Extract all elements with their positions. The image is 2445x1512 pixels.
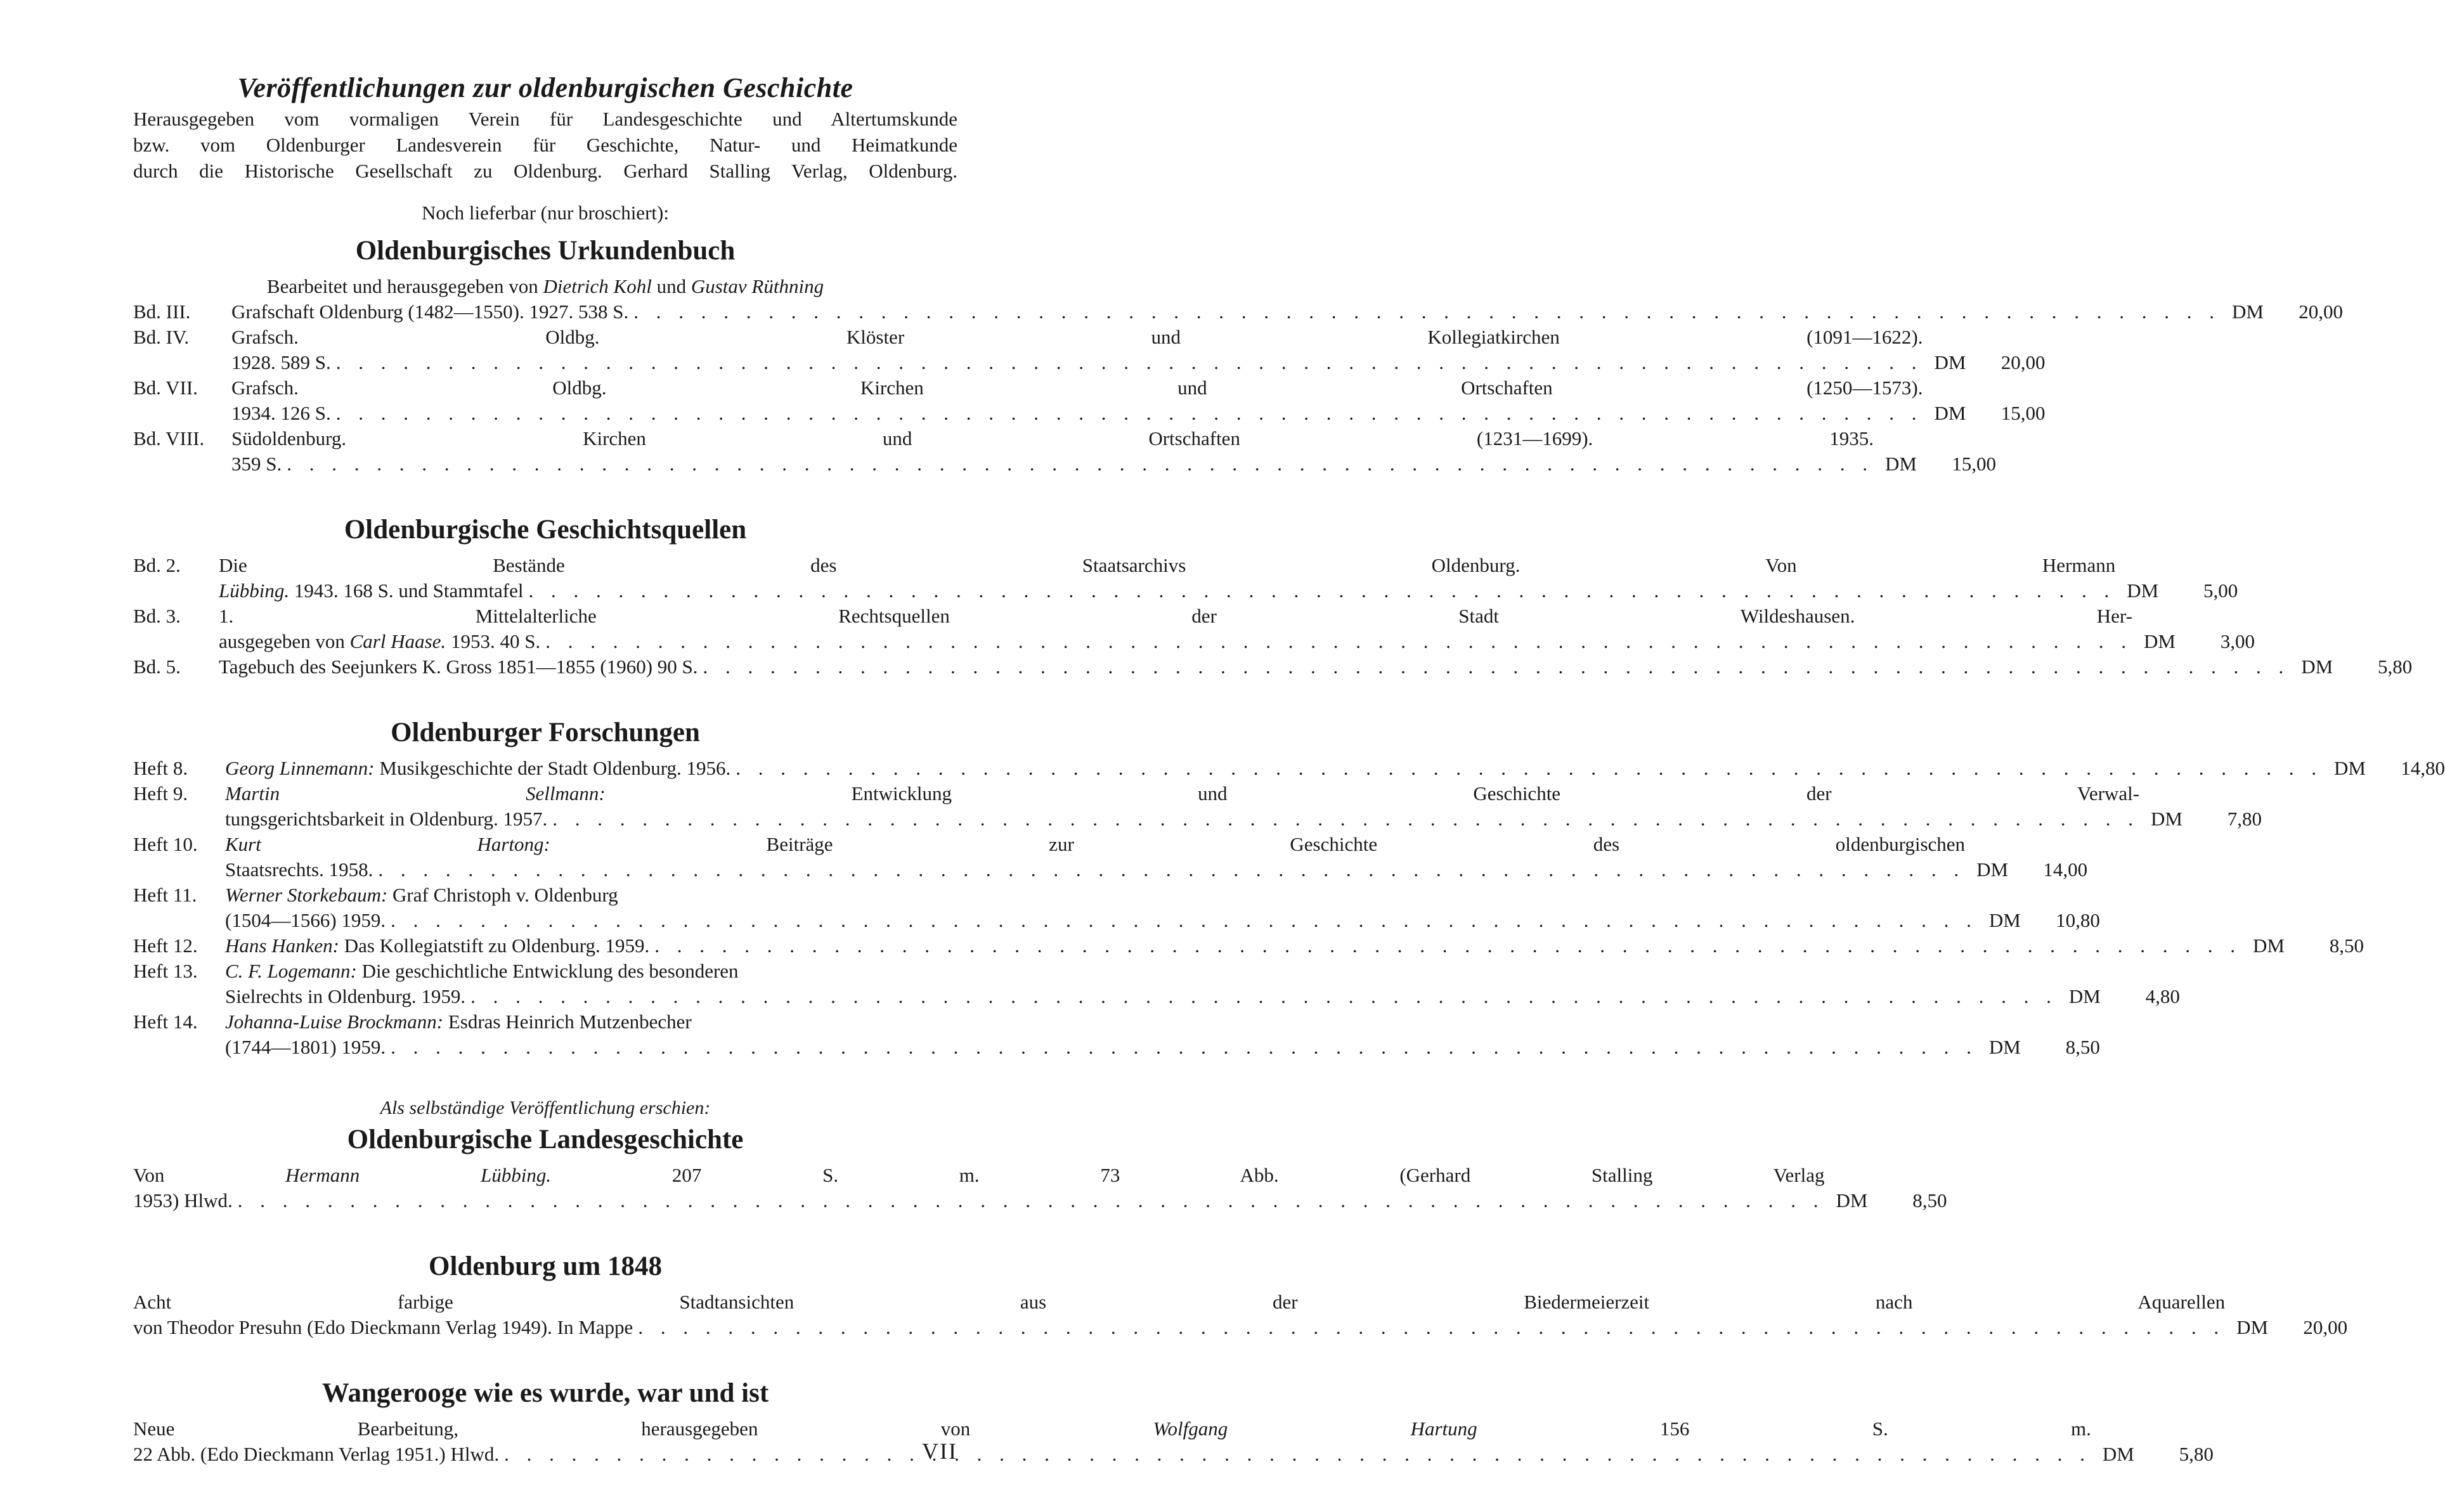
price-currency: DM bbox=[2068, 985, 2101, 1007]
entry-title-cont: 1934. 126 S. bbox=[231, 402, 331, 424]
series-description bbox=[133, 106, 957, 184]
entry-title-cont bbox=[219, 578, 524, 604]
dot-leader bbox=[465, 984, 2058, 1009]
heft-number: Heft 14. bbox=[133, 1011, 198, 1033]
dot-leader bbox=[524, 578, 2116, 604]
volume-number: Bd. IV. bbox=[133, 326, 190, 348]
page-number: VII bbox=[922, 1438, 957, 1464]
price-amount: 20,00 bbox=[2299, 300, 2343, 323]
price bbox=[2115, 578, 2238, 604]
price-amount: 3,00 bbox=[2220, 630, 2255, 652]
list-item bbox=[133, 1289, 2348, 1340]
dot-leader bbox=[649, 933, 2241, 959]
price bbox=[1965, 857, 2087, 882]
price-currency: DM bbox=[2236, 1316, 2269, 1338]
entry-text: Beiträge zur Geschichte des oldenburgischen bbox=[550, 833, 1966, 855]
entry-title bbox=[225, 756, 730, 781]
price-currency: DM bbox=[1988, 909, 2021, 931]
entry-title-cont: 1953) Hlwd. bbox=[133, 1189, 233, 1212]
entry-text: Musikgeschichte der Stadt Oldenburg. 1956. bbox=[374, 757, 731, 779]
price-currency: DM bbox=[1988, 1036, 2021, 1058]
list-item bbox=[133, 299, 2343, 325]
entry-title bbox=[225, 882, 2100, 908]
price-currency: DM bbox=[2231, 300, 2264, 323]
volume-number: Bd. III. bbox=[133, 300, 191, 323]
price bbox=[1824, 1188, 1947, 1213]
entry-title: 1. Mittelalterliche Rechtsquellen der Stadt Wildeshausen. Her- bbox=[219, 605, 2132, 627]
author-name: Wolfgang Hartung bbox=[1153, 1418, 1477, 1440]
heft-number: Heft 13. bbox=[133, 960, 198, 982]
price-currency: DM bbox=[1976, 858, 2009, 881]
editor-name: Dietrich Kohl bbox=[543, 275, 652, 297]
entry-title bbox=[225, 933, 649, 959]
entry-text: Von bbox=[133, 1164, 286, 1186]
author-name: Hermann Lübbing. bbox=[285, 1164, 552, 1186]
volume-number: Bd. 3. bbox=[133, 605, 181, 627]
entry-text: Neue Bearbeitung, herausgegeben von bbox=[133, 1418, 1153, 1440]
series-title: Veröffentlichungen zur oldenburgischen Geschichte bbox=[237, 72, 853, 103]
dot-leader bbox=[386, 908, 1978, 933]
section-subtitle bbox=[133, 274, 957, 299]
price-amount: 7,80 bbox=[2227, 808, 2262, 830]
price bbox=[1978, 908, 2100, 933]
price-amount: 20,00 bbox=[2001, 351, 2046, 373]
price bbox=[1874, 451, 1996, 477]
price bbox=[1923, 350, 2046, 375]
author-name: Carl Haase. bbox=[349, 630, 446, 652]
list-item bbox=[133, 756, 2445, 781]
entry-title bbox=[225, 1009, 2100, 1035]
price bbox=[2221, 299, 2343, 325]
desc-line: bzw. vom Oldenburger Landesverein für Geschichte, Natur- und Heimatkunde bbox=[133, 134, 957, 156]
heft-number: Heft 12. bbox=[133, 934, 198, 957]
entry-title bbox=[225, 781, 2262, 806]
subtitle-text: Bearbeitet und herausgegeben von bbox=[266, 275, 543, 297]
entry-title-cont: 1928. 589 S. bbox=[231, 351, 331, 373]
entry-title-cont: tungsgerichtsbarkeit in Oldenburg. 1957. bbox=[225, 808, 548, 830]
price-currency: DM bbox=[2334, 757, 2366, 779]
desc-line: durch die Historische Gesellschaft zu Oldenburg. Gerhard Stalling Verlag, Oldenburg. bbox=[133, 160, 957, 182]
price-amount: 5,80 bbox=[2179, 1443, 2214, 1465]
price-currency: DM bbox=[1885, 453, 1917, 475]
list-item bbox=[133, 781, 2262, 832]
price-currency: DM bbox=[1934, 351, 1966, 373]
volume-number: Bd. VII. bbox=[133, 377, 198, 399]
author-name: C. F. Logemann: bbox=[225, 960, 357, 982]
list-item bbox=[133, 959, 2180, 1009]
entry-title-cont: Sielrechts in Oldenburg. 1959. bbox=[225, 985, 466, 1007]
entry-title: Tagebuch des Seejunkers K. Gross 1851—1855 (1960) 90 S. bbox=[219, 656, 698, 678]
dot-leader bbox=[282, 451, 1874, 477]
price-currency: DM bbox=[2151, 808, 2182, 830]
dot-leader bbox=[331, 401, 1923, 426]
volume-number: Bd. 5. bbox=[133, 656, 181, 678]
price-amount: 5,80 bbox=[2378, 656, 2413, 678]
list-item bbox=[133, 553, 2238, 604]
dot-leader bbox=[698, 654, 2290, 680]
section-title-oldenburg-1848: Oldenburg um 1848 bbox=[429, 1251, 662, 1281]
dot-leader bbox=[386, 1035, 1978, 1060]
entry-title bbox=[133, 1163, 1947, 1188]
entry-title-cont: Staatsrechts. 1958. bbox=[225, 858, 373, 881]
dot-leader bbox=[547, 806, 2139, 832]
entry-text: Graf Christoph v. Oldenburg bbox=[387, 884, 618, 906]
volume-number: Bd. 2. bbox=[133, 554, 181, 576]
price bbox=[2323, 756, 2445, 781]
entry-text: Entwicklung und Geschichte der Verwal- bbox=[605, 782, 2140, 804]
price bbox=[1978, 1035, 2100, 1060]
price-amount: 14,80 bbox=[2401, 757, 2445, 779]
dot-leader bbox=[730, 756, 2323, 781]
entry-title: Südoldenburg. Kirchen und Ortschaften (1231—1699). 1935. bbox=[231, 427, 1874, 449]
heft-number: Heft 11. bbox=[133, 884, 197, 906]
list-item bbox=[133, 375, 2046, 426]
price-amount: 4,80 bbox=[2145, 985, 2180, 1007]
author-name: Martin Sellmann: bbox=[225, 782, 606, 804]
author-name: Georg Linnemann: bbox=[225, 757, 375, 779]
price-amount: 15,00 bbox=[2001, 402, 2046, 424]
list-item bbox=[133, 1416, 2214, 1467]
dot-leader bbox=[331, 350, 1923, 375]
author-name: Werner Storkebaum: bbox=[225, 884, 388, 906]
list-item bbox=[133, 325, 2046, 375]
section-title-wangerooge: Wangerooge wie es wurde, war und ist bbox=[321, 1378, 769, 1408]
entry-title bbox=[225, 959, 2180, 984]
author-name: Johanna-Luise Brockmann: bbox=[225, 1011, 444, 1033]
price-currency: DM bbox=[1934, 402, 1966, 424]
subtitle-text: und bbox=[651, 275, 691, 297]
price bbox=[1923, 401, 2046, 426]
section-title-landesgeschichte: Oldenburgische Landesgeschichte bbox=[347, 1125, 744, 1154]
section-title-forschungen: Oldenburger Forschungen bbox=[391, 718, 700, 747]
entry-title: Acht farbige Stadtansichten aus der Biedermeierzeit nach Aquarellen bbox=[133, 1291, 2226, 1313]
section-title-quellen: Oldenburgische Geschichtsquellen bbox=[344, 515, 747, 545]
author-name: Hans Hanken: bbox=[225, 934, 339, 957]
price-amount: 8,50 bbox=[2065, 1036, 2100, 1058]
entry-title bbox=[225, 832, 2087, 857]
price-currency: DM bbox=[2102, 1443, 2134, 1465]
editor-name: Gustav Rüthning bbox=[691, 275, 824, 297]
author-name: Kurt Hartong: bbox=[225, 833, 550, 855]
list-item bbox=[133, 604, 2255, 654]
desc-line: Herausgegeben vom vormaligen Verein für Landesgeschichte und Altertumskunde bbox=[133, 108, 957, 130]
catalog-content bbox=[133, 72, 2445, 1467]
entry-text: 1953. 40 S. bbox=[446, 630, 541, 652]
dot-leader bbox=[628, 299, 2221, 325]
list-item bbox=[133, 654, 2413, 680]
price-amount: 10,80 bbox=[2056, 909, 2100, 931]
list-item bbox=[133, 832, 2088, 882]
entry-title: Grafschaft Oldenburg (1482—1550). 1927. 538 S. bbox=[231, 300, 629, 323]
section-note: Als selbständige Veröffentlichung erschien: bbox=[380, 1097, 711, 1118]
dot-leader bbox=[499, 1442, 2091, 1467]
heft-number: Heft 9. bbox=[133, 782, 188, 804]
entry-title: Grafsch. Oldbg. Klöster und Kollegiatkirchen (1091—1622). bbox=[231, 326, 1923, 348]
price-currency: DM bbox=[2301, 656, 2333, 678]
price bbox=[2225, 1315, 2347, 1340]
dot-leader bbox=[633, 1315, 2225, 1340]
price-currency: DM bbox=[2253, 934, 2285, 957]
entry-text: Die geschichtliche Entwicklung des besonderen bbox=[356, 960, 739, 982]
availability-note: Noch lieferbar (nur broschiert): bbox=[422, 202, 669, 224]
price bbox=[2132, 629, 2255, 654]
entry-title-cont: von Theodor Presuhn (Edo Dieckmann Verlag 1949). In Mappe bbox=[133, 1316, 633, 1338]
entry-title-cont: 359 S. bbox=[231, 453, 282, 475]
author-name: Lübbing. bbox=[219, 579, 290, 602]
price bbox=[2058, 984, 2180, 1009]
price-currency: DM bbox=[2127, 579, 2159, 602]
heft-number: Heft 10. bbox=[133, 833, 198, 855]
heft-number: Heft 8. bbox=[133, 757, 188, 779]
price-currency: DM bbox=[1836, 1189, 1868, 1212]
entry-text: Esdras Heinrich Mutzenbecher bbox=[443, 1011, 692, 1033]
price-amount: 8,50 bbox=[2329, 934, 2364, 957]
entry-title-cont: (1504—1566) 1959. bbox=[225, 909, 386, 931]
price-amount: 20,00 bbox=[2303, 1316, 2348, 1338]
price-amount: 8,50 bbox=[1912, 1189, 1947, 1212]
list-item bbox=[133, 1009, 2100, 1060]
entry-text: 207 S. m. 73 Abb. (Gerhard Stalling Verlag bbox=[551, 1164, 1825, 1186]
entry-title-cont: (1744—1801) 1959. bbox=[225, 1036, 386, 1058]
entry-title: Grafsch. Oldbg. Kirchen und Ortschaften (1250—1573). bbox=[231, 377, 1923, 399]
volume-number: Bd. VIII. bbox=[133, 427, 205, 449]
list-item bbox=[133, 882, 2100, 933]
price bbox=[2290, 654, 2412, 680]
price-amount: 5,00 bbox=[2203, 579, 2238, 602]
list-item bbox=[133, 933, 2364, 959]
list-item bbox=[133, 426, 1996, 477]
price bbox=[2241, 933, 2364, 959]
dot-leader bbox=[233, 1188, 1825, 1213]
dot-leader bbox=[373, 857, 1965, 882]
entry-text: 1943. 168 S. und Stammtafel bbox=[289, 579, 524, 602]
entry-text: 156 S. m. bbox=[1477, 1418, 2091, 1440]
section-title-urkundenbuch: Oldenburgisches Urkundenbuch bbox=[355, 236, 736, 266]
entry-title-cont: 22 Abb. (Edo Dieckmann Verlag 1951.) Hlwd. bbox=[133, 1443, 500, 1465]
entry-title bbox=[133, 1416, 2214, 1442]
price-currency: DM bbox=[2143, 630, 2176, 652]
price bbox=[2139, 806, 2262, 832]
price-amount: 15,00 bbox=[1952, 453, 1996, 475]
entry-text: ausgegeben von bbox=[219, 630, 350, 652]
entry-title: Die Bestände des Staatsarchivs Oldenburg. Von Hermann bbox=[219, 554, 2116, 576]
price-amount: 14,00 bbox=[2043, 858, 2088, 881]
list-item bbox=[133, 1163, 1947, 1213]
entry-title-cont bbox=[219, 629, 540, 654]
entry-text: Das Kollegiatstift zu Oldenburg. 1959. bbox=[339, 934, 650, 957]
dot-leader bbox=[540, 629, 2132, 654]
price bbox=[2091, 1442, 2214, 1467]
